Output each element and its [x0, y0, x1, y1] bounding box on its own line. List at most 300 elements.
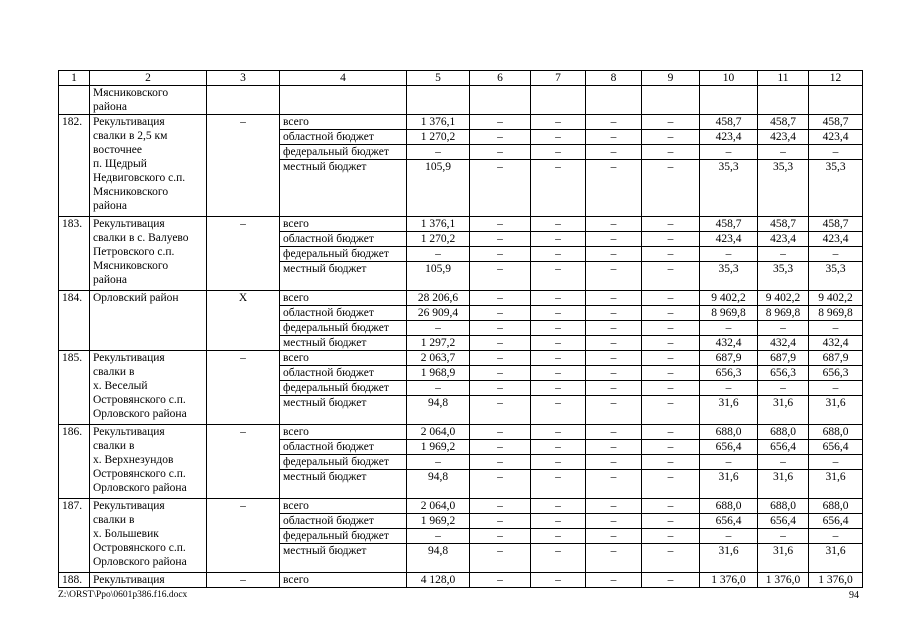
cell-col-11: 31,6 — [758, 544, 809, 573]
cell-col-7: – — [531, 440, 586, 455]
cell-col-5: 94,8 — [407, 470, 470, 499]
cell-col-8: – — [586, 262, 642, 291]
cell-col-6: – — [470, 217, 531, 232]
column-header-12: 12 — [809, 71, 863, 86]
column-number-row — [59, 71, 863, 86]
cell-col-6: – — [470, 470, 531, 499]
cell-col-10: 656,3 — [700, 366, 758, 381]
cell-col-12: 9 402,2 — [809, 291, 863, 306]
project-name-line: п. Щедрый — [93, 158, 147, 170]
cell-col-7: – — [531, 217, 586, 232]
cell-col-5: – — [407, 321, 470, 336]
column-header-9: 9 — [642, 71, 700, 86]
project-name-line: района — [93, 200, 128, 212]
cell-col-6: – — [470, 306, 531, 321]
cell-col-7: – — [531, 130, 586, 145]
funding-source-label: местный бюджет — [280, 262, 407, 291]
cell-col-6: – — [470, 232, 531, 247]
cell-col-9: – — [642, 440, 700, 455]
cell-col-8: – — [586, 321, 642, 336]
cell-col-9: – — [642, 291, 700, 306]
funding-source-label: областной бюджет — [280, 130, 407, 145]
table-row — [59, 499, 863, 514]
funding-source-label: федеральный бюджет — [280, 381, 407, 396]
cell-col-8: – — [586, 470, 642, 499]
cell-col-11: 31,6 — [758, 396, 809, 425]
funding-source-label: местный бюджет — [280, 470, 407, 499]
table-row — [59, 573, 863, 588]
column-header-2: 2 — [90, 71, 207, 86]
cell-col-10: 688,0 — [700, 499, 758, 514]
funding-source-label: федеральный бюджет — [280, 247, 407, 262]
cell-col-11: 8 969,8 — [758, 306, 809, 321]
cell-col-12: – — [809, 381, 863, 396]
cell-col-9: – — [642, 145, 700, 160]
funding-source-label: всего — [280, 351, 407, 366]
cell-col-10: – — [700, 529, 758, 544]
cell-col-10: 1 376,0 — [700, 573, 758, 588]
carry-line: Мясниковского — [93, 87, 169, 99]
project-name-line: Орловского района — [93, 408, 187, 420]
project-name-line: Мясниковского — [93, 186, 169, 198]
cell-col-11: 423,4 — [758, 232, 809, 247]
funding-source-label: федеральный бюджет — [280, 455, 407, 470]
cell-col-8: – — [586, 396, 642, 425]
row-number: 182. — [59, 115, 90, 217]
cell-col-11: 656,4 — [758, 440, 809, 455]
cell-col-11: 458,7 — [758, 217, 809, 232]
cell-col-10: – — [700, 321, 758, 336]
row-number: 187. — [59, 499, 90, 573]
cell-col-6: – — [470, 381, 531, 396]
cell-col-9: – — [642, 396, 700, 425]
cell-col-10: 35,3 — [700, 160, 758, 217]
cell-col-10: 423,4 — [700, 232, 758, 247]
project-name-line: района — [93, 274, 128, 286]
cell-col-7: – — [531, 455, 586, 470]
cell-col-5: 1 969,2 — [407, 514, 470, 529]
cell-col-10: 9 402,2 — [700, 291, 758, 306]
cell-col-12: 1 376,0 — [809, 573, 863, 588]
cell-col-5: 26 909,4 — [407, 306, 470, 321]
row-number: 184. — [59, 291, 90, 351]
cell-col-6: – — [470, 321, 531, 336]
cell-col-6: – — [470, 573, 531, 588]
column-3-value: – — [207, 573, 280, 588]
cell-col-8: – — [586, 514, 642, 529]
cell-col-8: – — [586, 544, 642, 573]
cell-col-7: – — [531, 573, 586, 588]
cell-col-5: 2 063,7 — [407, 351, 470, 366]
funding-source-label: всего — [280, 217, 407, 232]
cell-col-10: 423,4 — [700, 130, 758, 145]
project-name-line: Орловского района — [93, 556, 187, 568]
row-number: 185. — [59, 351, 90, 425]
cell-col-5: 2 064,0 — [407, 499, 470, 514]
funding-source-label: всего — [280, 499, 407, 514]
project-name-line: Мясниковского — [93, 260, 169, 272]
cell-col-6: – — [470, 455, 531, 470]
budget-table — [58, 70, 863, 588]
cell-col-10: – — [700, 455, 758, 470]
cell-col-11: – — [758, 455, 809, 470]
table-row — [59, 115, 863, 130]
carry-line: района — [93, 101, 128, 113]
cell-col-11: – — [758, 321, 809, 336]
cell-col-12: 458,7 — [809, 115, 863, 130]
cell-col-10: 458,7 — [700, 217, 758, 232]
cell-col-10: 31,6 — [700, 470, 758, 499]
project-name-line: Рекультивация — [93, 218, 165, 230]
cell-col-12: 31,6 — [809, 396, 863, 425]
project-name — [90, 425, 207, 499]
cell-col-10: 31,6 — [700, 544, 758, 573]
cell-col-11: 458,7 — [758, 115, 809, 130]
cell-col-5: 94,8 — [407, 396, 470, 425]
funding-source-label: областной бюджет — [280, 306, 407, 321]
cell-col-7: – — [531, 381, 586, 396]
funding-source-label: федеральный бюджет — [280, 145, 407, 160]
project-name-line: Орловского района — [93, 482, 187, 494]
column-header-4: 4 — [280, 71, 407, 86]
cell-col-12: – — [809, 247, 863, 262]
cell-col-7: – — [531, 351, 586, 366]
cell-col-11: 656,3 — [758, 366, 809, 381]
cell-col-9: – — [642, 321, 700, 336]
cell-col-11: – — [758, 529, 809, 544]
cell-col-7: – — [531, 247, 586, 262]
cell-col-10: – — [700, 247, 758, 262]
cell-col-8: – — [586, 130, 642, 145]
cell-col-8: – — [586, 145, 642, 160]
row-number: 186. — [59, 425, 90, 499]
cell-col-12: 35,3 — [809, 160, 863, 217]
project-name-line: восточнее — [93, 144, 142, 156]
cell-col-12: 656,4 — [809, 440, 863, 455]
cell-col-12: 35,3 — [809, 262, 863, 291]
project-name-line: Островянского с.п. — [93, 468, 186, 480]
cell-col-9: – — [642, 544, 700, 573]
page-number: 94 — [849, 590, 859, 601]
cell-col-5: 1 968,9 — [407, 366, 470, 381]
cell-col-10: 432,4 — [700, 336, 758, 351]
column-3-value: – — [207, 499, 280, 573]
cell-col-11: 35,3 — [758, 262, 809, 291]
cell-col-7: – — [531, 366, 586, 381]
column-header-8: 8 — [586, 71, 642, 86]
cell-col-11: 687,9 — [758, 351, 809, 366]
cell-col-6: – — [470, 396, 531, 425]
cell-col-7: – — [531, 499, 586, 514]
cell-col-9: – — [642, 425, 700, 440]
funding-source-label: областной бюджет — [280, 232, 407, 247]
cell-col-11: 688,0 — [758, 499, 809, 514]
project-name-line: Рекультивация — [93, 116, 165, 128]
cell-col-8: – — [586, 425, 642, 440]
cell-col-7: – — [531, 321, 586, 336]
cell-col-10: 35,3 — [700, 262, 758, 291]
funding-source-label: федеральный бюджет — [280, 321, 407, 336]
funding-source-label: всего — [280, 291, 407, 306]
cell-col-11: – — [758, 381, 809, 396]
cell-col-9: – — [642, 336, 700, 351]
cell-col-6: – — [470, 440, 531, 455]
cell-col-6: – — [470, 291, 531, 306]
funding-source-label: всего — [280, 573, 407, 588]
cell-col-7: – — [531, 306, 586, 321]
cell-col-6: – — [470, 425, 531, 440]
cell-col-9: – — [642, 130, 700, 145]
project-name-line: Орловский район — [93, 292, 179, 304]
table-row — [59, 351, 863, 366]
cell-col-9: – — [642, 306, 700, 321]
project-name-line: Рекультивация — [93, 500, 165, 512]
cell-col-9: – — [642, 381, 700, 396]
cell-col-12: – — [809, 529, 863, 544]
cell-col-11: 9 402,2 — [758, 291, 809, 306]
cell-col-8: – — [586, 573, 642, 588]
funding-source-label: областной бюджет — [280, 366, 407, 381]
cell-col-11: 423,4 — [758, 130, 809, 145]
cell-col-5: 2 064,0 — [407, 425, 470, 440]
project-name — [90, 499, 207, 573]
cell-col-12: 688,0 — [809, 425, 863, 440]
cell-col-7: – — [531, 529, 586, 544]
cell-col-9: – — [642, 573, 700, 588]
cell-col-8: – — [586, 291, 642, 306]
cell-col-6: – — [470, 366, 531, 381]
cell-col-5: 28 206,6 — [407, 291, 470, 306]
funding-source-label: местный бюджет — [280, 336, 407, 351]
cell-col-7: – — [531, 115, 586, 130]
cell-col-10: 8 969,8 — [700, 306, 758, 321]
cell-col-6: – — [470, 130, 531, 145]
project-name-line: Недвиговского с.п. — [93, 172, 186, 184]
cell-col-8: – — [586, 217, 642, 232]
cell-col-8: – — [586, 336, 642, 351]
row-number: 188. — [59, 573, 90, 588]
cell-col-5: – — [407, 455, 470, 470]
cell-col-11: – — [758, 145, 809, 160]
cell-col-5: 1 270,2 — [407, 130, 470, 145]
project-name-line: Рекультивация — [93, 352, 165, 364]
cell-col-9: – — [642, 247, 700, 262]
cell-col-9: – — [642, 529, 700, 544]
cell-col-5: 1 270,2 — [407, 232, 470, 247]
cell-col-6: – — [470, 115, 531, 130]
cell-col-12: 31,6 — [809, 544, 863, 573]
cell-col-9: – — [642, 232, 700, 247]
cell-col-12: 8 969,8 — [809, 306, 863, 321]
project-name-line: свалки в с. Валуево — [93, 232, 189, 244]
project-name: Рекультивация — [90, 573, 207, 588]
column-header-10: 10 — [700, 71, 758, 86]
column-3-value: – — [207, 425, 280, 499]
cell-col-9: – — [642, 262, 700, 291]
cell-col-12: – — [809, 321, 863, 336]
carry-over-row — [59, 86, 863, 115]
cell-col-9: – — [642, 115, 700, 130]
cell-col-12: 423,4 — [809, 232, 863, 247]
project-name-line: х. Веселый — [93, 380, 148, 392]
cell-col-9: – — [642, 366, 700, 381]
cell-col-5: 1 376,1 — [407, 115, 470, 130]
cell-col-5: 4 128,0 — [407, 573, 470, 588]
cell-col-6: – — [470, 336, 531, 351]
project-name-line: свалки в — [93, 366, 135, 378]
cell-col-6: – — [470, 145, 531, 160]
cell-col-11: – — [758, 247, 809, 262]
cell-col-7: – — [531, 514, 586, 529]
funding-source-label: областной бюджет — [280, 440, 407, 455]
column-header-5: 5 — [407, 71, 470, 86]
cell-col-6: – — [470, 544, 531, 573]
cell-col-9: – — [642, 160, 700, 217]
project-name-line: свалки в 2,5 км — [93, 130, 168, 142]
project-name-line: Петровского с.п. — [93, 246, 175, 258]
cell-col-9: – — [642, 351, 700, 366]
cell-col-5: 105,9 — [407, 262, 470, 291]
cell-col-5: – — [407, 529, 470, 544]
cell-col-12: 423,4 — [809, 130, 863, 145]
cell-col-7: – — [531, 396, 586, 425]
project-name-line: Островянского с.п. — [93, 542, 186, 554]
cell-col-8: – — [586, 306, 642, 321]
column-header-1: 1 — [59, 71, 90, 86]
project-name — [90, 115, 207, 217]
cell-col-8: – — [586, 529, 642, 544]
cell-col-7: – — [531, 425, 586, 440]
project-name-line: х. Большевик — [93, 528, 159, 540]
cell-col-12: 458,7 — [809, 217, 863, 232]
cell-col-11: 31,6 — [758, 470, 809, 499]
project-name — [90, 291, 207, 351]
cell-col-5: 1 376,1 — [407, 217, 470, 232]
cell-col-8: – — [586, 366, 642, 381]
cell-col-11: 1 376,0 — [758, 573, 809, 588]
cell-col-5: – — [407, 145, 470, 160]
cell-col-11: 656,4 — [758, 514, 809, 529]
cell-col-5: – — [407, 381, 470, 396]
cell-col-12: 687,9 — [809, 351, 863, 366]
column-header-11: 11 — [758, 71, 809, 86]
cell-col-5: – — [407, 247, 470, 262]
cell-col-12: 656,4 — [809, 514, 863, 529]
cell-col-9: – — [642, 499, 700, 514]
cell-col-9: – — [642, 217, 700, 232]
row-number: 183. — [59, 217, 90, 291]
cell-col-8: – — [586, 160, 642, 217]
cell-col-10: – — [700, 145, 758, 160]
cell-col-9: – — [642, 455, 700, 470]
cell-col-8: – — [586, 381, 642, 396]
project-name — [90, 217, 207, 291]
column-3-value: – — [207, 115, 280, 217]
cell-col-7: – — [531, 232, 586, 247]
cell-col-10: – — [700, 381, 758, 396]
cell-col-12: 432,4 — [809, 336, 863, 351]
cell-col-12: 688,0 — [809, 499, 863, 514]
cell-col-6: – — [470, 262, 531, 291]
funding-source-label: местный бюджет — [280, 396, 407, 425]
cell-col-6: – — [470, 160, 531, 217]
cell-col-6: – — [470, 529, 531, 544]
cell-col-8: – — [586, 455, 642, 470]
cell-col-5: 1 969,2 — [407, 440, 470, 455]
column-header-6: 6 — [470, 71, 531, 86]
table-row — [59, 217, 863, 232]
project-name-line: Островянского с.п. — [93, 394, 186, 406]
cell-col-9: – — [642, 514, 700, 529]
cell-col-12: – — [809, 145, 863, 160]
cell-col-7: – — [531, 160, 586, 217]
cell-col-8: – — [586, 499, 642, 514]
funding-source-label: областной бюджет — [280, 514, 407, 529]
carry-over-name — [90, 86, 207, 115]
cell-col-6: – — [470, 499, 531, 514]
column-3-value: Х — [207, 291, 280, 351]
table-row — [59, 291, 863, 306]
cell-col-12: 31,6 — [809, 470, 863, 499]
file-path-footer: Z:\ORST\Ppo\0601p386.f16.docx — [58, 590, 188, 600]
column-3-value: – — [207, 217, 280, 291]
cell-col-7: – — [531, 544, 586, 573]
cell-col-8: – — [586, 115, 642, 130]
cell-col-12: – — [809, 455, 863, 470]
cell-col-8: – — [586, 440, 642, 455]
project-name-line: Рекультивация — [93, 426, 165, 438]
cell-col-11: 432,4 — [758, 336, 809, 351]
cell-col-5: 94,8 — [407, 544, 470, 573]
cell-col-9: – — [642, 470, 700, 499]
cell-col-5: 105,9 — [407, 160, 470, 217]
cell-col-7: – — [531, 262, 586, 291]
cell-col-6: – — [470, 247, 531, 262]
funding-source-label: местный бюджет — [280, 160, 407, 217]
cell-col-6: – — [470, 514, 531, 529]
funding-source-label: местный бюджет — [280, 544, 407, 573]
cell-col-10: 688,0 — [700, 425, 758, 440]
cell-col-8: – — [586, 247, 642, 262]
table-row — [59, 425, 863, 440]
cell-col-6: – — [470, 351, 531, 366]
cell-col-10: 458,7 — [700, 115, 758, 130]
column-header-7: 7 — [531, 71, 586, 86]
cell-col-10: 687,9 — [700, 351, 758, 366]
project-name-line: х. Верхнезундов — [93, 454, 174, 466]
cell-col-7: – — [531, 291, 586, 306]
cell-col-7: – — [531, 336, 586, 351]
funding-source-label: федеральный бюджет — [280, 529, 407, 544]
cell-col-11: 688,0 — [758, 425, 809, 440]
funding-source-label: всего — [280, 115, 407, 130]
project-name — [90, 351, 207, 425]
cell-col-8: – — [586, 351, 642, 366]
cell-col-8: – — [586, 232, 642, 247]
cell-col-7: – — [531, 145, 586, 160]
cell-col-10: 31,6 — [700, 396, 758, 425]
column-header-3: 3 — [207, 71, 280, 86]
cell-col-12: 656,3 — [809, 366, 863, 381]
cell-col-5: 1 297,2 — [407, 336, 470, 351]
project-name-line: свалки в — [93, 440, 135, 452]
cell-col-10: 656,4 — [700, 514, 758, 529]
cell-col-10: 656,4 — [700, 440, 758, 455]
project-name-line: свалки в — [93, 514, 135, 526]
column-3-value: – — [207, 351, 280, 425]
cell-col-11: 35,3 — [758, 160, 809, 217]
funding-source-label: всего — [280, 425, 407, 440]
